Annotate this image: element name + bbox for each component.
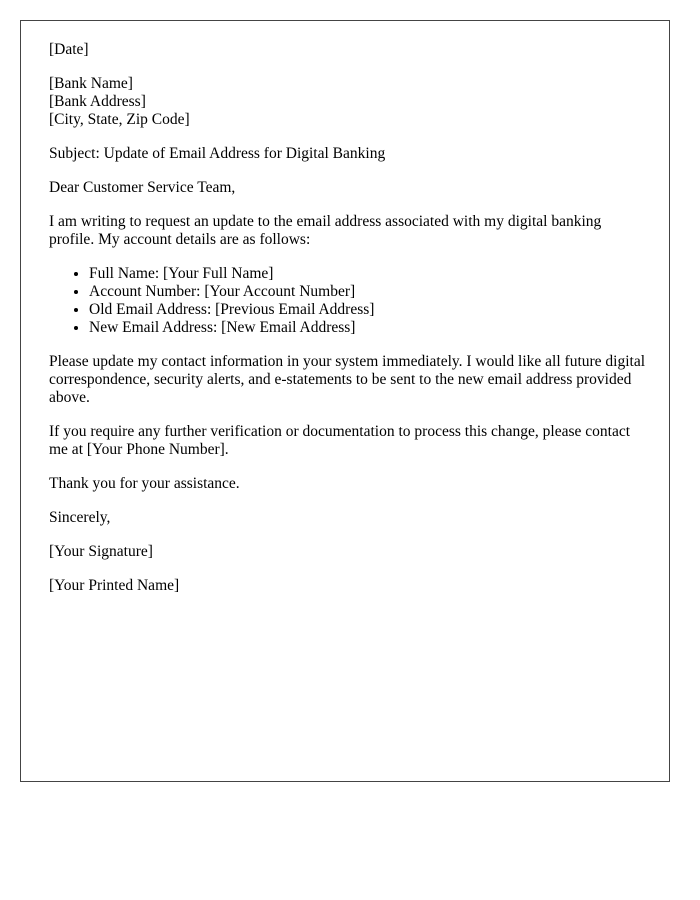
details-list: [49, 265, 649, 337]
intro: I am writing to request an update to the email address associated with my digital banking profile. My account details are as follows:: [49, 213, 602, 248]
list-item: • New Email Address: [New Email Address]: [89, 319, 649, 337]
signature: [Your Signature]: [49, 543, 153, 560]
request: Please update my contact information in your system immediately. I would like all future digital correspondence, security alerts, and e-statements to be sent to the new email address provided above.: [49, 353, 646, 406]
verification: If you require any further verification or documentation to process this change, please contact me at [Your Phone Number].: [49, 423, 631, 458]
list-item: • Account Number: [Your Account Number]: [89, 283, 649, 301]
city-state-zip: [City, State, Zip Code]: [49, 111, 190, 128]
bank-name: [Bank Name]: [49, 75, 133, 92]
subject: Subject: Update of Email Address for Digital Banking: [49, 145, 386, 162]
thanks: Thank you for your assistance.: [49, 475, 240, 492]
printed-name: [Your Printed Name]: [49, 577, 180, 594]
bank-info: [49, 75, 649, 129]
salutation: Dear Customer Service Team,: [49, 179, 236, 196]
list-item: • Full Name: [Your Full Name]: [89, 265, 649, 283]
date: [Date]: [49, 41, 89, 58]
list-item: • Old Email Address: [Previous Email Address]: [89, 301, 649, 319]
letter: [20, 20, 670, 782]
bank-address: [Bank Address]: [49, 93, 146, 110]
closing: Sincerely,: [49, 509, 111, 526]
